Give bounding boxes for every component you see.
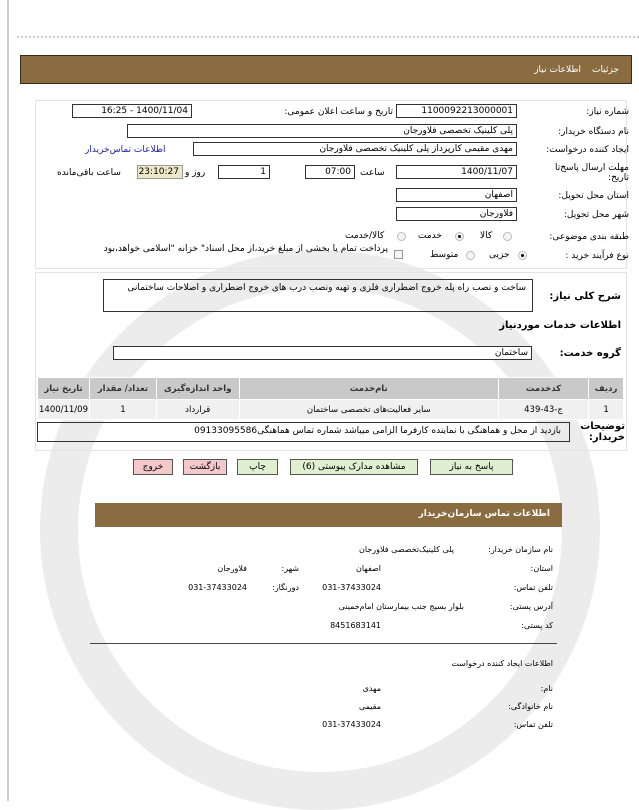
creator-phone-value: 031-37433024: [322, 720, 381, 729]
buyer-contact-link[interactable]: اطلاعات تماس‌خریدار: [85, 145, 166, 155]
divider: [17, 36, 639, 38]
contact-city-label: شهر:: [281, 564, 299, 573]
contact-postal-value: 8451683141: [330, 621, 381, 630]
announce-field[interactable]: 1400/11/04 - 16:25: [72, 104, 192, 118]
city-label: شهر محل تحویل:: [563, 210, 629, 220]
creator-name-value: مهدی: [362, 684, 381, 693]
remaining-time: 23:10:27: [137, 165, 183, 179]
announce-label: تاریخ و ساعت اعلان عمومی:: [284, 107, 393, 117]
cell-code: ج-43-439: [498, 400, 588, 420]
deadline-label: مهلت ارسال پاسخ‌تا تاریخ:: [554, 163, 629, 183]
category-label: طبقه بندی موضوعی:: [549, 232, 629, 242]
payment-note: پرداخت تمام یا بخشی از مبلغ خرید،از محل اسناد" خزانه "اسلامی خواهد،بود: [103, 244, 388, 254]
creator-family-value: مقیمی: [358, 702, 381, 711]
col-name: نام‌خدمت: [239, 378, 498, 400]
contact-address-value: بلوار بسیج جنب بیمارستان امام‌خمینی: [338, 602, 464, 611]
tab-details[interactable]: جزئیات: [592, 65, 619, 75]
province-field[interactable]: اصفهان: [396, 188, 517, 202]
tab-need-info[interactable]: اطلاعات نیاز: [534, 65, 581, 75]
notes-field[interactable]: بازدید از محل و هماهنگی با نماینده کارفرما الزامی میباشد شماره تماس هماهنگی09133095586: [37, 422, 570, 442]
cell-qty: 1: [90, 400, 157, 420]
description-label: شرح کلی نیاز:: [549, 291, 621, 302]
creator-family-label: نام خانوادگی:: [508, 702, 553, 711]
contact-city-value: فلاورجان: [217, 564, 247, 573]
process-medium-label: متوسط: [430, 250, 459, 260]
contact-postal-label: کد پستی:: [521, 621, 553, 630]
buyer-org-field[interactable]: پلی کلینیک تخصصی فلاورجان: [127, 124, 517, 138]
category-goods-label: کالا: [480, 231, 493, 241]
table-header: [38, 378, 624, 400]
contact-org-label: نام سازمان خریدار:: [488, 545, 553, 554]
remaining-label: ساعت باقی‌مانده: [57, 168, 121, 178]
contact-province-label: استان:: [530, 564, 553, 573]
col-qty: تعداد/ مقدار: [90, 378, 157, 400]
creator-field[interactable]: مهدی مقیمی کارپرداز پلی کلینیک تخصصی فلاورجان: [193, 142, 517, 156]
category-service-label: خدمت: [418, 231, 442, 241]
contact-province-value: اصفهان: [355, 564, 381, 573]
need-number-field[interactable]: 1100092213000001: [396, 104, 517, 118]
cell-row: 1: [589, 400, 624, 420]
header-bar: [20, 55, 632, 84]
creator-phone-label: تلفن تماس:: [513, 720, 553, 729]
deadline-date-field[interactable]: 1400/11/07: [396, 165, 517, 179]
creator-label: ایجاد کننده درخواست:: [546, 145, 629, 155]
services-table: [37, 377, 624, 420]
category-radio-both[interactable]: [397, 232, 406, 241]
process-radio-medium[interactable]: [466, 251, 475, 260]
days-label: روز و: [185, 168, 206, 178]
cell-date: 1400/11/09: [38, 400, 90, 420]
service-group-label: گروه خدمت:: [559, 348, 621, 359]
category-radio-service[interactable]: [455, 232, 464, 241]
contact-fax-label: دورنگار:: [272, 583, 299, 592]
page-border: [7, 0, 9, 801]
creator-info-title: اطلاعات ایجاد کننده درخواست: [451, 659, 553, 668]
col-code: کدخدمت: [498, 378, 588, 400]
reply-button[interactable]: پاسخ به نیاز: [430, 459, 513, 475]
process-label: نوع فرآیند خرید :: [565, 251, 629, 261]
buyer-org-label: نام دستگاه خریدار:: [558, 127, 629, 137]
contact-phone-value: 031-37433024: [322, 583, 381, 592]
creator-name-label: نام:: [540, 684, 553, 693]
province-label: استان محل تحویل:: [558, 191, 629, 201]
process-minor-label: جزیی: [489, 250, 510, 260]
cell-name: سایر فعالیت‌های تخصصی ساختمان: [239, 400, 498, 420]
contact-title: اطلاعات تماس سازمان‌خریدار: [418, 509, 550, 519]
col-row: ردیف: [589, 378, 624, 400]
category-both-label: کالا/خدمت: [345, 231, 385, 241]
contact-phone-label: تلفن تماس:: [513, 583, 553, 592]
process-radio-minor[interactable]: [518, 251, 527, 260]
back-button[interactable]: بازگشت: [183, 459, 227, 475]
exit-button[interactable]: خروج: [133, 459, 173, 475]
contact-header-bar: [95, 503, 562, 527]
service-group-field[interactable]: ساختمان: [113, 346, 532, 360]
col-date: تاریخ نیاز: [38, 378, 90, 400]
contact-address-label: آدرس پستی:: [509, 602, 553, 611]
services-title: اطلاعات خدمات موردنیاز: [499, 320, 621, 331]
view-documents-button[interactable]: مشاهده مدارک پیوستی (6): [290, 459, 418, 475]
days-field[interactable]: 1: [218, 165, 270, 179]
notes-label: توضیحات خریدار:: [580, 421, 625, 443]
city-field[interactable]: فلاورجان: [396, 207, 517, 221]
deadline-time-field[interactable]: 07:00: [305, 165, 355, 179]
category-radio-goods[interactable]: [503, 232, 512, 241]
description-field[interactable]: ساخت و نصب راه پله خروج اضطراری فلزی و تهیه ونصب درب های خروج اضطراری و اصلاحات ساختمانی: [103, 279, 533, 312]
cell-unit: قرارداد: [156, 400, 239, 420]
col-unit: واحد اندازه‌گیری: [156, 378, 239, 400]
print-button[interactable]: چاپ: [237, 459, 278, 475]
contact-fax-value: 031-37433024: [188, 583, 247, 592]
need-number-label: شماره نیاز:: [586, 107, 629, 117]
deadline-time-label: ساعت: [360, 168, 385, 178]
table-row: [38, 400, 624, 420]
payment-checkbox[interactable]: [394, 250, 403, 259]
contact-org-value: پلی کلینیک‌تخصصی فلاورجان: [358, 545, 454, 554]
contact-divider: [90, 643, 557, 644]
